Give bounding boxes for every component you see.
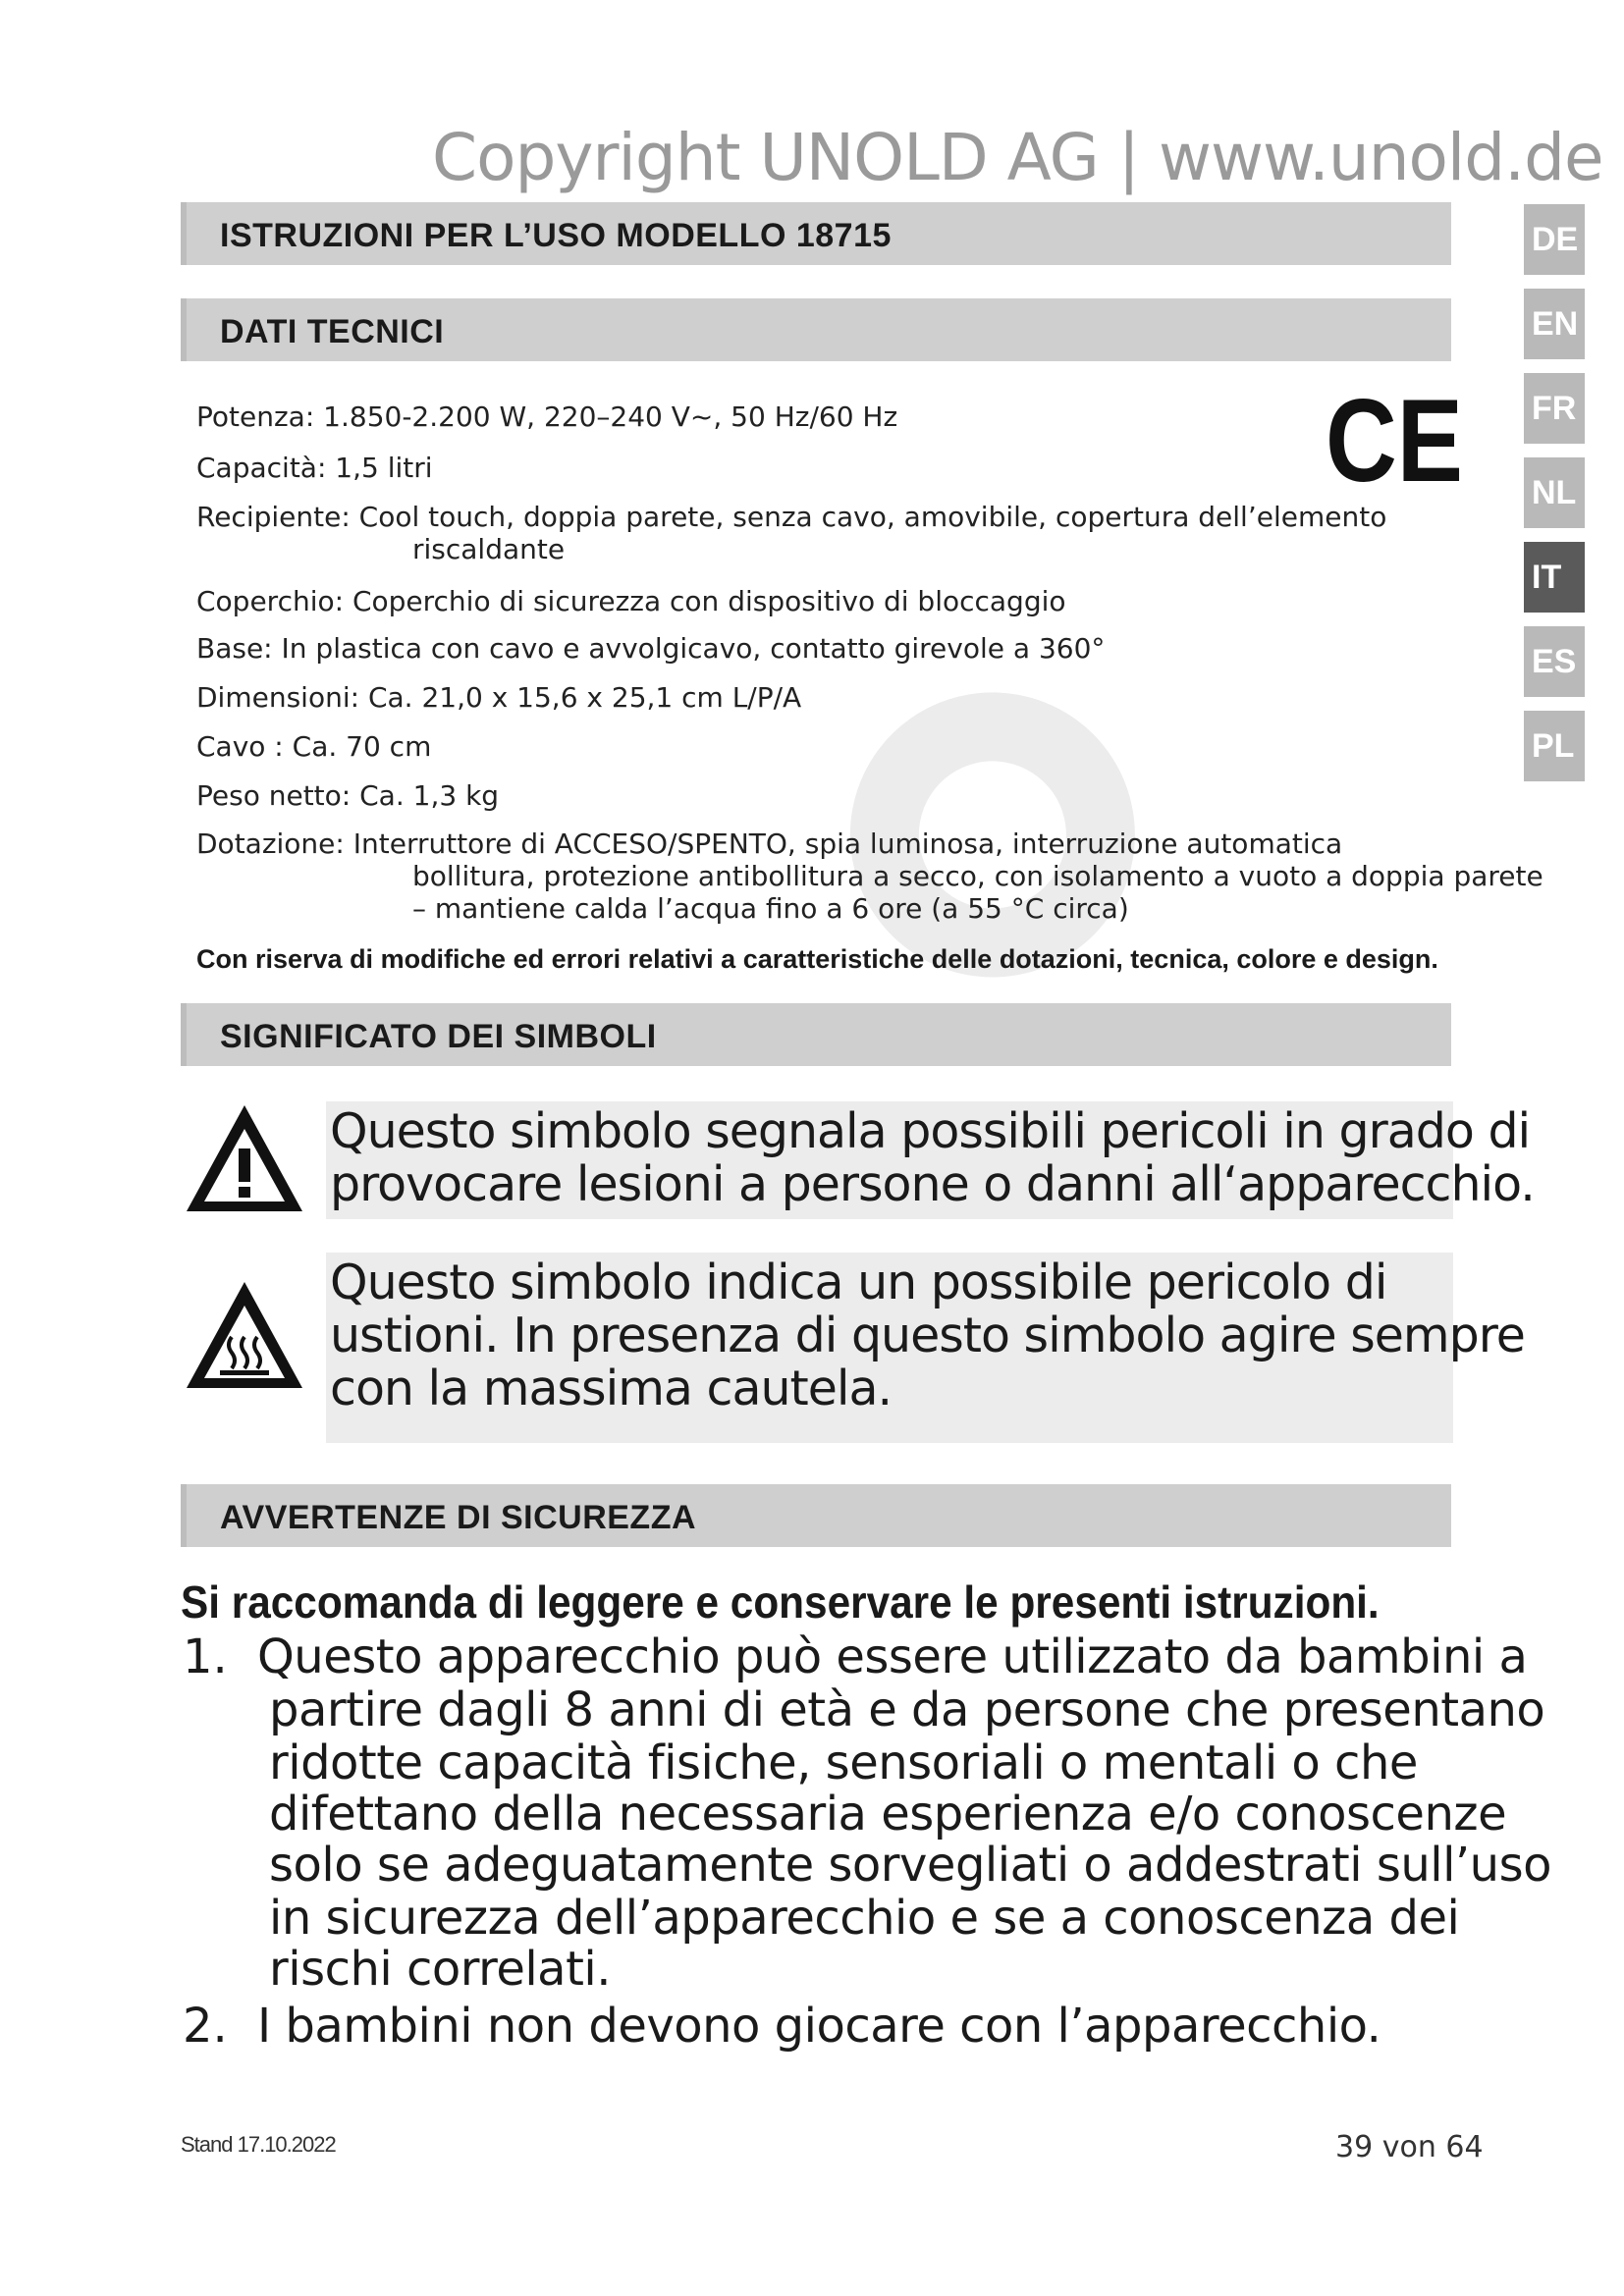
lang-tab-nl[interactable]: NL	[1524, 457, 1585, 528]
symbol-warning-line-2: provocare lesioni a persone o danni all‘apparecchio.	[330, 1156, 1535, 1212]
spec-equipment: Dotazione: Interruttore di ACCESO/SPENTO, spia luminosa, interruzione automatica	[196, 828, 1343, 860]
spec-equipment-cont-1: bollitura, protezione antibollitura a secco, con isolamento a vuoto a doppia parete	[412, 860, 1543, 892]
lang-tab-it[interactable]: IT	[1524, 542, 1585, 613]
section-symbols-bar	[181, 1003, 1451, 1066]
safety-item-2-line: I bambini non devono giocare con l’apparecchio.	[257, 1999, 1381, 2054]
page-title: ISTRUZIONI PER L’USO MODELLO 18715	[220, 217, 892, 254]
spec-container-cont: riscaldante	[412, 533, 566, 565]
lang-tab-es[interactable]: ES	[1524, 626, 1585, 697]
spec-equipment-cont-2: – mantiene calda l’acqua fino a 6 ore (a 55 °C circa)	[412, 892, 1129, 925]
section-symbols-heading: SIGNIFICATO DEI SIMBOLI	[220, 1018, 657, 1055]
lang-tab-en[interactable]: EN	[1524, 289, 1585, 359]
safety-item-1-line: difettano della necessaria esperienza e/o conoscenze	[269, 1787, 1507, 1842]
warning-triangle-icon	[183, 1099, 306, 1217]
copyright-header: Copyright UNOLD AG | www.unold.de	[432, 120, 1603, 195]
symbol-hot-text	[326, 1253, 1525, 1443]
safety-item-1-line: partire dagli 8 anni di età e da persone che presentano	[269, 1682, 1545, 1737]
section-safety-bar	[181, 1484, 1451, 1547]
symbol-warning-line-1: Questo simbolo segnala possibili pericoli in grado di	[330, 1103, 1531, 1159]
safety-item-1-line: Questo apparecchio può essere utilizzato da bambini a	[257, 1629, 1528, 1684]
lang-tab-fr[interactable]: FR	[1524, 373, 1585, 444]
footer-stand-date: Stand 17.10.2022	[181, 2132, 336, 2157]
spec-dimensions: Dimensioni: Ca. 21,0 x 15,6 x 25,1 cm L/P/A	[196, 681, 802, 714]
lang-tab-pl[interactable]: PL	[1524, 711, 1585, 781]
lang-tab-de[interactable]: DE	[1524, 204, 1585, 275]
safety-item-1-line: rischi correlati.	[269, 1942, 612, 1997]
spec-base: Base: In plastica con cavo e avvolgicavo, contatto girevole a 360°	[196, 632, 1106, 665]
safety-item-1-number: 1.	[183, 1629, 228, 1684]
symbol-hot-line-3: con la massima cautela.	[330, 1361, 893, 1416]
spec-capacity: Capacità: 1,5 litri	[196, 452, 433, 484]
spec-container: Recipiente: Cool touch, doppia parete, senza cavo, amovibile, copertura dell’elemento	[196, 501, 1387, 533]
section-safety-heading: AVVERTENZE DI SICUREZZA	[220, 1499, 697, 1536]
safety-item-1-line: in sicurezza dell’apparecchio e se a conoscenza dei	[269, 1891, 1460, 1946]
spec-power: Potenza: 1.850-2.200 W, 220–240 V~, 50 Hz/60 Hz	[196, 400, 898, 433]
svg-text:CE: CE	[1326, 375, 1463, 507]
hot-surface-icon	[183, 1276, 306, 1394]
section-technical-bar	[181, 298, 1451, 361]
spec-weight: Peso netto: Ca. 1,3 kg	[196, 779, 500, 812]
safety-item-2-number: 2.	[183, 1999, 228, 2054]
footer-page-number: 39 von 64	[1335, 2130, 1484, 2164]
symbol-hot-line-2: ustioni. In presenza di questo simbolo agire sempre	[330, 1308, 1525, 1363]
spec-cable: Cavo : Ca. 70 cm	[196, 730, 432, 763]
safety-item-1-line: ridotte capacità fisiche, sensoriali o mentali o che	[269, 1735, 1418, 1790]
safety-lead: Si raccomanda di leggere e conservare le presenti istruzioni.	[181, 1576, 1380, 1628]
spec-lid: Coperchio: Coperchio di sicurezza con dispositivo di bloccaggio	[196, 585, 1066, 617]
disclaimer-note: Con riserva di modifiche ed errori relativi a caratteristiche delle dotazioni, tecnica, colore e design.	[196, 944, 1438, 974]
section-technical-heading: DATI TECNICI	[220, 313, 445, 350]
symbol-warning-text	[326, 1101, 1535, 1219]
symbol-hot-line-1: Questo simbolo indica un possibile pericolo di	[330, 1255, 1387, 1310]
title-bar	[181, 202, 1451, 265]
ce-mark-icon	[1326, 375, 1463, 507]
safety-item-1-line: solo se adeguatamente sorvegliati o addestrati sull’uso	[269, 1838, 1551, 1893]
